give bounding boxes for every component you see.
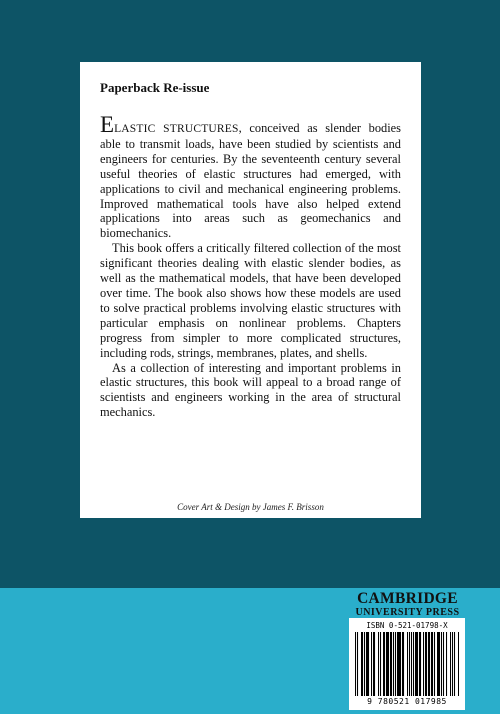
publisher-logo — [350, 591, 465, 619]
paragraph-1-rest: , conceived as slender bodies able to transmit loads, have been studied by scientists and engineers for centuries. By the seventeenth century several useful theories of elastic structures had emerged, with applications to civil and mechanical engineering problems. Improved mathematical tools have also helped extend applications into areas such as geomechanics and biomechanics. — [100, 121, 401, 241]
barcode-bar — [434, 632, 435, 696]
publisher-press: UNIVERSITY PRESS — [355, 607, 460, 618]
barcode-bar — [384, 632, 385, 696]
barcode-bar — [409, 632, 410, 696]
paragraph-1 — [100, 112, 401, 241]
isbn-barcode-block — [349, 618, 465, 710]
barcode-bar — [357, 632, 358, 696]
description-panel — [80, 62, 421, 518]
smallcaps-title: LASTIC STRUCTURES — [114, 123, 239, 135]
barcode-bar — [439, 632, 440, 696]
barcode-bar — [387, 632, 388, 696]
barcode-bar — [371, 632, 372, 696]
barcode-bar — [390, 632, 391, 696]
cover-credit: Cover Art & Design by James F. Brisson — [177, 502, 324, 512]
drop-cap: E — [100, 112, 115, 137]
publisher-name: CAMBRIDGE — [357, 590, 458, 607]
barcode-bar — [368, 632, 369, 696]
barcode-bar — [420, 632, 421, 696]
barcode-bar — [423, 632, 424, 696]
barcode-digits: 9 780521 017985 — [367, 697, 447, 706]
barcode-bar — [393, 632, 394, 696]
barcode-bar — [402, 632, 403, 696]
barcode-bar — [364, 632, 365, 696]
paragraph-2: This book offers a critically filtered collection of the most significant theories dealing with elastic slender bodies, as well as the mathematical models, that have been developed over time. The book also shows how these models are used to solve practical problems involving elastic structures with particular emphasis on nonlinear problems. Chapters progress from simpler to more complicated structures, including rods, strings, membranes, plates, and shells. — [100, 241, 401, 360]
barcode-bar — [446, 632, 447, 696]
barcode-bar — [407, 632, 408, 696]
barcode-bar — [383, 632, 384, 696]
barcode-bar — [417, 632, 418, 696]
barcode-bar — [386, 632, 387, 696]
barcode-bar — [437, 632, 438, 696]
isbn-label: ISBN 0-521-01798-X — [366, 621, 448, 630]
barcode-bar — [416, 632, 417, 696]
barcode-bar — [413, 632, 414, 696]
barcode-bar — [411, 632, 412, 696]
barcode-bar — [399, 632, 400, 696]
paragraph-3: As a collection of interesting and important problems in elastic structures, this book will appeal to a broad range of scientists and engineers working in the area of structural mechanics. — [100, 360, 401, 420]
barcode-bar — [397, 632, 398, 696]
barcode-icon — [355, 632, 459, 696]
barcode-bar — [454, 632, 455, 696]
barcode-bar — [388, 632, 389, 696]
barcode-bar — [425, 632, 426, 696]
barcode-bar — [361, 632, 362, 696]
barcode-bar — [443, 632, 444, 696]
panel-heading: Paperback Re-issue — [100, 80, 210, 95]
description-text — [100, 112, 401, 420]
barcode-bar — [374, 632, 375, 696]
barcode-bar — [391, 632, 392, 696]
barcode-bar — [431, 632, 432, 696]
barcode-bar — [355, 632, 356, 696]
barcode-bar — [362, 632, 363, 696]
barcode-bar — [428, 632, 429, 696]
barcode-bar — [458, 632, 459, 696]
barcode-bar — [395, 632, 396, 696]
barcode-bar — [438, 632, 439, 696]
barcode-bar — [378, 632, 379, 696]
barcode-bar — [403, 632, 404, 696]
barcode-bar — [366, 632, 367, 696]
barcode-bar — [450, 632, 451, 696]
barcode-bar — [367, 632, 368, 696]
barcode-bar — [452, 632, 453, 696]
barcode-bar — [373, 632, 374, 696]
barcode-bar — [415, 632, 416, 696]
barcode-bar — [400, 632, 401, 696]
barcode-bar — [380, 632, 381, 696]
barcode-bar — [432, 632, 433, 696]
barcode-bar — [429, 632, 430, 696]
barcode-bar — [441, 632, 442, 696]
barcode-bar — [398, 632, 399, 696]
barcode-bar — [419, 632, 420, 696]
barcode-bar — [426, 632, 427, 696]
